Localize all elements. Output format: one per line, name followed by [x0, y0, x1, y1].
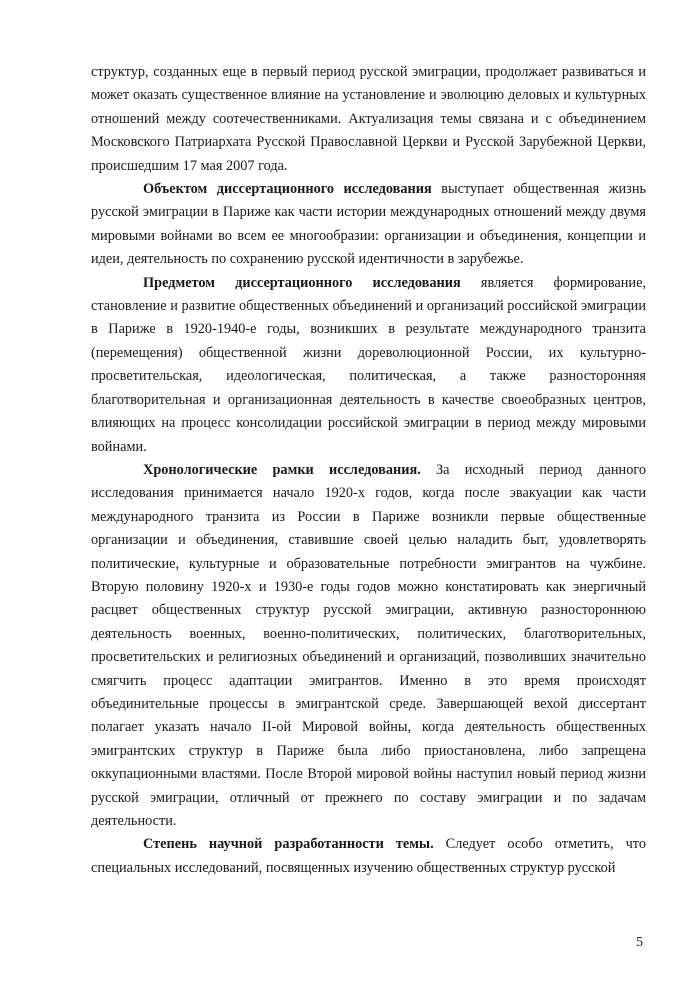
paragraph-subject-text: является формирование, становление и развитие общественных объединений и организаций российской эмиграции в Париже в 1920-1940-е годы, возникших в результате международного транзита (перемещения) общественной жизни дореволюционной России, их культурно-просветительская, идеологическая, политическая, а также разносторонняя благотворительная и организационная деятельность в качестве своеобразных центров, влияющих на процесс консолидации российской эмиграции в период между мировыми войнами.	[91, 274, 646, 455]
paragraph-object-heading: Объектом диссертационного исследования	[143, 181, 432, 198]
paragraph-research-degree	[91, 833, 646, 880]
paragraph-continuation-text: структур, созданных еще в первый период русской эмиграции, продолжает развиваться и может оказать существенное влияние на установление и эволюцию деловых и культурных отношений между соотечественниками. Актуализация темы связана и с объединением Московского Патриархата Русской Православной Церкви и Русской Зарубежной Церкви, происшедшим 17 мая 2007 года.	[91, 64, 646, 174]
paragraph-chronology-heading: Хронологические рамки исследования.	[143, 461, 421, 478]
paragraph-continuation	[91, 61, 646, 178]
paragraph-object	[91, 178, 646, 272]
paragraph-object-text: выступает общественная жизнь русской эмиграции в Париже как части истории международных отношений между двумя мировыми войнами во всем ее многообразии: организации и объединения, концепции и идеи, деятельность по сохранению русской идентичности в зарубежье.	[91, 181, 646, 268]
paragraph-chronology	[91, 459, 646, 834]
body-text	[91, 61, 646, 880]
paragraph-research-degree-heading: Степень научной разработанности темы.	[143, 836, 434, 853]
page-number: 5	[636, 935, 643, 950]
paragraph-subject	[91, 272, 646, 459]
paragraph-research-degree-text: Следует особо отметить, что специальных исследований, посвященных изучению общественных структур русской	[91, 836, 646, 876]
paragraph-subject-heading: Предметом диссертационного исследования	[143, 274, 461, 291]
paragraph-chronology-text: За исходный период данного исследования принимается начало 1920-х годов, когда после эвакуации как части международного транзита из России в Париже возникли первые общественные организации и объединения, ставившие своей целью наладить быт, удовлетворять политические, культурные и образовательные потребности эмигрантов на чужбине. Вторую половину 1920-х и 1930-е годы годов можно констатировать как энергичный расцвет общественных структур русской эмиграции, активную разностороннюю деятельность военных, военно-политических, политических, благотворительных, просветительских и религиозных объединений и организаций, позволивших значительно смягчить процесс адаптации эмигрантов. Именно в это время происходят объединительные процессы в эмигрантской среде. Завершающей вехой диссертант полагает указать начало II-ой Мировой войны, когда деятельность общественных эмигрантских структур в Париже была либо приостановлена, либо запрещена оккупационными властями. После Второй мировой войны наступил новый период жизни русской эмиграции, отличный от прежнего по составу эмиграции и по задачам деятельности.	[91, 461, 646, 829]
